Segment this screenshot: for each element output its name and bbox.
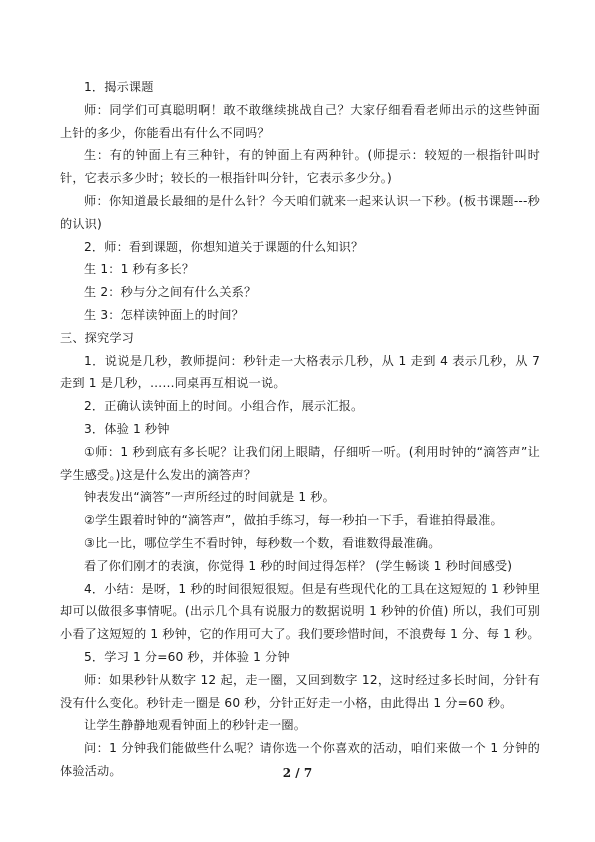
body-text <box>60 76 540 783</box>
paragraph: 钟表发出“滴答”一声所经过的时间就是 1 秒。 <box>84 490 335 505</box>
paragraph: 2．正确认读钟面上的时间。小组合作，展示汇报。 <box>84 399 364 414</box>
paragraph: ③比一比，哪位学生不看时钟，每秒数一个数，看谁数得最准确。 <box>84 535 441 550</box>
paragraph: 1．说说是几秒，教师提问：秒针走一大格表示几秒，从 1 走到 4 表示几秒，从 7 走到 1 是几秒，……同桌再互相说一说。 <box>60 353 540 391</box>
paragraph: 生 1：1 秒有多长？ <box>84 262 195 277</box>
page-number: 2 / 7 <box>282 766 313 780</box>
paragraph: ①师：1 秒到底有多长呢？让我们闭上眼睛，仔细听一听。(利用时钟的“滴答声”让学生感受。)这是什么发出的滴答声？ <box>60 444 540 482</box>
paragraph: 师：同学们可真聪明啊！敢不敢继续挑战自己？大家仔细看看老师出示的这些钟面上针的多少，你能看出有什么不同吗？ <box>60 102 540 140</box>
paragraph: 2．师：看到课题，你想知道关于课题的什么知识？ <box>84 239 364 254</box>
paragraph-heading-reveal-topic: 1．揭示课题 <box>84 80 154 94</box>
paragraph: 看了你们刚才的表演，你觉得 1 秒的时间过得怎样？ (学生畅谈 1 秒时间感受) <box>84 558 513 573</box>
paragraph: 生 2：秒与分之间有什么关系？ <box>84 285 257 300</box>
section-heading-explore: 三、探究学习 <box>60 330 135 345</box>
paragraph: 问：1 分钟我们能做些什么呢？请你选一个你喜欢的活动，咱们来做一个 1 分钟的体验活动。 <box>60 741 540 778</box>
paragraph: 生：有的钟面上有三种针，有的钟面上有两种针。(师提示：较短的一根指针叫时针，它表示多少时；较长的一根指针叫分针，它表示多少分。) <box>60 148 540 186</box>
paragraph: 5．学习 1 分=60 秒，并体验 1 分钟 <box>84 649 290 664</box>
paragraph: ②学生跟着时钟的“滴答声”，做拍手练习，每一秒拍一下手，看谁拍得最准。 <box>84 513 503 528</box>
paragraph: 让学生静静地观看钟面上的秒针走一圈。 <box>84 718 307 733</box>
paragraph: 师：如果秒针从数字 12 起，走一圈，又回到数字 12，这时经过多长时间，分针有没有什么变化。秒针走一圈是 60 秒，分针正好走一小格，由此得出 1 分=60 秒。 <box>60 672 540 710</box>
paragraph: 师：你知道最长最细的是什么针？今天咱们就来一起来认识一下秒。(板书课题---秒的认识) <box>60 193 540 231</box>
paragraph: 生 3：怎样读钟面上的时间？ <box>84 307 244 322</box>
paragraph: 4．小结：是呀，1 秒的时间很短很短。但是有些现代化的工具在这短短的 1 秒钟里却可以做很多事情呢。(出示几个具有说服力的数据说明 1 秒钟的价值) 所以，我们可别小看了这短短的 1 秒钟，它的作用可大了。我们要珍惜时间，不浪费每 1 分、每 1 秒。 <box>60 581 540 642</box>
paragraph: 3．体验 1 秒钟 <box>84 421 170 436</box>
